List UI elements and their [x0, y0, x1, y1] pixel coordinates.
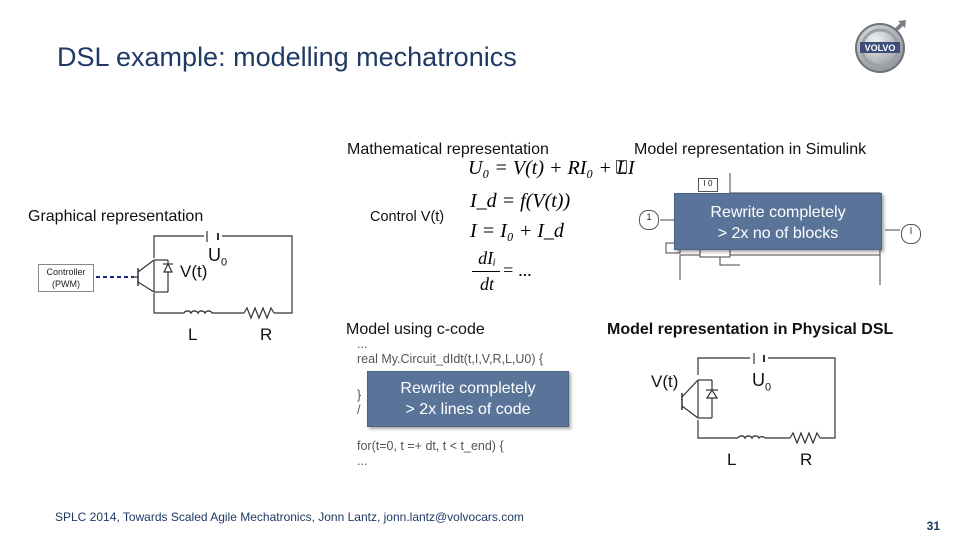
equation-4-fraction-bar — [472, 271, 500, 272]
code-line-6: ... — [357, 454, 368, 468]
equation-1: U₀ = V(t) + RI₀ + LI — [468, 157, 635, 179]
equation-2: I_d = f(V(t)) — [470, 190, 571, 212]
simulink-header: Model representation in Simulink — [634, 141, 867, 158]
page-number: 31 — [926, 519, 940, 533]
physical-dsl-header: Model representation in Physical DSL — [607, 321, 894, 338]
graphical-source-label: $U_0$ — [208, 245, 228, 269]
ccode-callout — [367, 371, 569, 427]
physical-inductor-label: L — [727, 450, 737, 469]
simulink-outport-i: I — [901, 224, 921, 244]
ccode-header: Model using c-code — [346, 321, 485, 338]
physical-source-subscript: 0 — [765, 381, 772, 394]
code-line-2: real My.Circuit_dIdt(t,I,V,R,L,U0) { — [357, 352, 544, 366]
graphical-circuit — [94, 228, 304, 338]
ccode-callout-line2: > 2x lines of code — [405, 401, 531, 418]
physical-resistor-label: R — [800, 450, 813, 469]
math-header: Mathematical representation — [347, 141, 549, 158]
ccode-callout-line1: Rewrite completely — [400, 380, 536, 397]
simulink-callout-line2: > 2x no of blocks — [717, 225, 839, 242]
math-control-label: Control V(t) — [370, 209, 445, 225]
controller-label-line1: Controller — [46, 267, 86, 277]
code-line-4: / — [357, 403, 361, 417]
simulink-block-i0: I 0 — [698, 178, 718, 192]
equation-4-numerator: dIᵢ — [478, 248, 496, 268]
equation-4-denominator: dt — [479, 274, 494, 294]
physical-voltage-label: V(t) — [651, 372, 679, 391]
controller-label-line2: (PWM) — [52, 279, 80, 289]
graphical-voltage-label: V(t) — [180, 262, 208, 281]
code-line-3: } — [357, 388, 362, 402]
equation-1-placeholder-box — [616, 160, 627, 173]
graphical-header: Graphical representation — [28, 208, 204, 225]
graphical-inductor-label: L — [188, 325, 198, 344]
code-line-1: ... — [357, 337, 368, 351]
equation-3: I = I₀ + I_d — [470, 220, 564, 242]
slide-title: DSL example: modelling mechatronics — [57, 42, 517, 72]
graphical-source-subscript: 0 — [221, 256, 228, 269]
code-line-5: for(t=0, t =+ dt, t < t_end) { — [357, 439, 504, 453]
simulink-callout-line1: Rewrite completely — [710, 204, 846, 221]
equation-4-rhs: = ... — [502, 260, 533, 280]
physical-source-label: $U_0$ — [752, 370, 772, 394]
footer-citation: SPLC 2014, Towards Scaled Agile Mechatronics, Jonn Lantz, jonn.lantz@volvocars.com — [55, 510, 524, 524]
simulink-callout — [674, 193, 882, 250]
volvo-logo-icon — [852, 18, 908, 74]
simulink-inport-1: 1 — [639, 210, 659, 230]
graphical-resistor-label: R — [260, 325, 273, 344]
physical-circuit — [670, 350, 850, 450]
controller-block — [38, 264, 94, 292]
logo-text: VOLVO — [864, 43, 896, 53]
